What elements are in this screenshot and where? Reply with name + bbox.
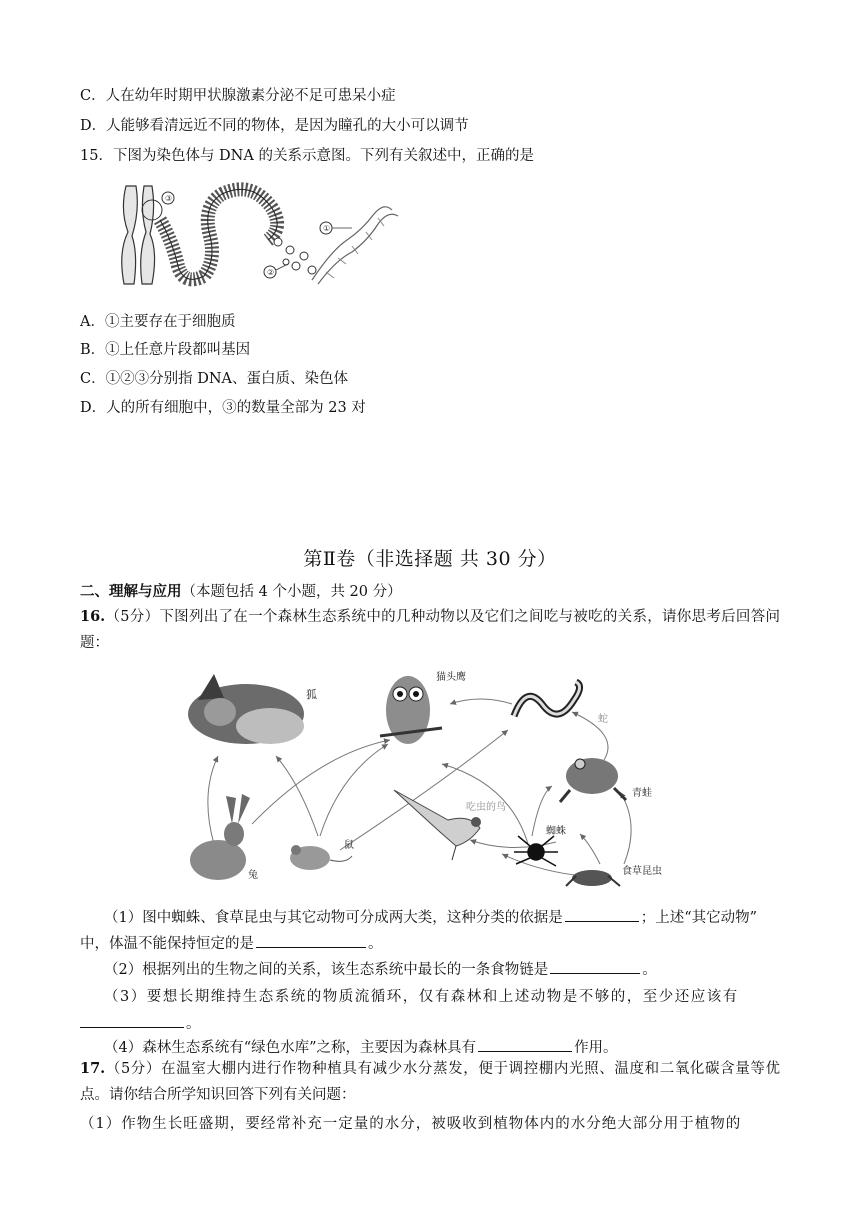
- q16-part-1a: [104, 906, 757, 928]
- bird-label: 吃虫的鸟: [466, 802, 506, 813]
- figure-label-2: ②: [267, 268, 275, 277]
- part-heading-note: （本题包括 4 个小题，共 20 分）: [181, 584, 402, 600]
- q16-part-3-end: 。: [186, 1016, 201, 1032]
- q17-stem: [80, 1056, 780, 1108]
- part-heading-label: 二、理解与应用: [80, 583, 182, 600]
- q17-stem-text: （5分）在温室大棚内进行作物种植具有减少水分蒸发，便于调控棚内光照、温度和二氧化碳含量等优点。请你结合所学知识回答下列有关问题：: [80, 1061, 780, 1103]
- q16-part-1c-text: 中，体温不能保持恒定的是: [80, 936, 254, 952]
- q16-part-2-end: 。: [642, 962, 657, 978]
- q16-part-2: [104, 958, 657, 980]
- chromosome-dna-figure: [112, 180, 402, 292]
- section-title: 第Ⅱ卷（非选择题 共 30 分）: [303, 548, 557, 570]
- q17-part-1: （1）作物生长旺盛期，要经常补充一定量的水分，被吸收到植物体内的水分绝大部分用于植物的: [80, 1116, 742, 1132]
- q16-blank-2[interactable]: [256, 932, 366, 948]
- q16-stem-text: （5分）下图列出了在一个森林生态系统中的几种动物以及它们之间吃与被吃的关系，请你思考后回答问题：: [80, 609, 780, 651]
- q16-part-1b: [80, 932, 383, 954]
- fox-label: 狐: [306, 688, 317, 701]
- q16-part-4-text: （4）森林生态系统有“绿色水库”之称，主要因为森林具有: [104, 1040, 477, 1056]
- q16-part-3-answer: [80, 1012, 201, 1034]
- q16-part-4-end: 作用。: [574, 1040, 618, 1056]
- q15-option-c: C．①②③分别指 DNA、蛋白质、染色体: [80, 371, 348, 387]
- part-heading: [80, 582, 402, 602]
- q14-option-c: C．人在幼年时期甲状腺激素分泌不足可患呆小症: [80, 88, 396, 104]
- q15-stem: 15．下图为染色体与 DNA 的关系示意图。下列有关叙述中，正确的是: [80, 148, 534, 164]
- q15-option-a: A．①主要存在于细胞质: [80, 314, 236, 330]
- q16-part-1b-text: ；上述“其它动物”: [640, 910, 758, 926]
- rabbit-label: 兔: [248, 870, 258, 881]
- bird-drawing: [394, 790, 481, 860]
- mouse-label: 鼠: [344, 840, 354, 851]
- q15-option-b: B．①上任意片段都叫基因: [80, 342, 251, 358]
- spider-drawing: [514, 836, 558, 866]
- q16-number: 16.: [80, 608, 106, 625]
- q16-part-2-text: （2）根据列出的生物之间的关系，该生态系统中最长的一条食物链是: [104, 962, 549, 978]
- fox-drawing: [188, 674, 304, 744]
- q16-blank-1[interactable]: [565, 906, 639, 922]
- q14-option-d: D．人能够看清远近不同的物体，是因为瞳孔的大小可以调节: [80, 118, 469, 134]
- q16-blank-4[interactable]: [80, 1012, 184, 1028]
- insect-drawing: [566, 870, 620, 886]
- q16-part-3: （3）要想长期维持生态系统的物质流循环，仅有森林和上述动物是不够的，至少还应该有: [104, 989, 739, 1005]
- spider-label: 蜘蛛: [546, 826, 566, 837]
- q16-part-1a-text: （1）图中蜘蛛、食草昆虫与其它动物可分成两大类，这种分类的依据是: [104, 910, 563, 926]
- q16-blank-3[interactable]: [550, 958, 640, 974]
- q16-blank-5[interactable]: [478, 1036, 572, 1052]
- nucleosomes: [274, 238, 316, 274]
- frog-label: 青蛙: [632, 788, 652, 799]
- snake-label: 蛇: [598, 714, 608, 725]
- q17-number: 17.: [80, 1060, 106, 1077]
- rabbit-drawing: [190, 794, 250, 880]
- food-web-diagram: [180, 664, 700, 890]
- q16-part-1d-text: 。: [368, 936, 383, 952]
- owl-label: 猫头鹰: [436, 672, 466, 683]
- dna-helix: [312, 207, 398, 284]
- q15-option-d: D．人的所有细胞中，③的数量全部为 23 对: [80, 400, 366, 416]
- figure-label-3: ③: [165, 194, 173, 203]
- figure-label-1: ①: [323, 224, 331, 233]
- insect-label: 食草昆虫: [622, 866, 662, 877]
- q16-stem: [80, 604, 780, 656]
- frog-drawing: [560, 758, 626, 802]
- q16-part-4: [104, 1036, 618, 1058]
- owl-drawing: [380, 676, 442, 744]
